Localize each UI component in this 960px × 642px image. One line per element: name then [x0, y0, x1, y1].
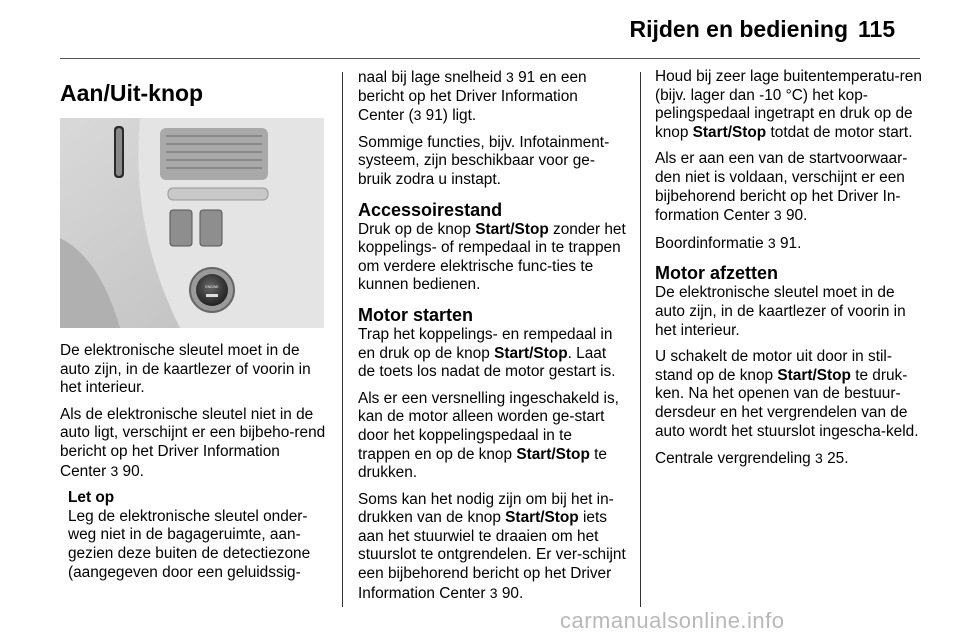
heading-motor-starten: Motor starten: [358, 304, 474, 325]
paragraph: naal bij lage snelheid 3 91 en een bericht op het Driver Information Center (3 91) ligt.: [358, 69, 587, 125]
column-1: [60, 68, 328, 582]
paragraph: Centrale vergrendeling 3 25.: [655, 450, 849, 468]
column-divider-2: [640, 72, 641, 607]
page-ref-icon: 3: [110, 462, 119, 479]
paragraph: De elektronische sleutel moet in de auto zijn, in de kaartlezer of voorin in het interieur.: [60, 342, 311, 397]
page-ref-icon: 3: [489, 584, 498, 601]
paragraph: De elektronische sleutel moet in de auto zijn, in de kaartlezer of voorin in het interieur.: [655, 284, 906, 339]
page-ref-icon: 3: [773, 207, 782, 224]
paragraph: Houd bij zeer lage buitentemperatu-ren (bijv. lager dan -10 °C) het kop-pelingspedaal ingetrapt en druk op de knop Start/Stop totdat de motor start.: [655, 68, 922, 141]
heading-motor-afzetten: Motor afzetten: [655, 263, 778, 284]
section-title-aan-uit: Aan/Uit-knop: [60, 80, 204, 106]
paragraph: Druk op de knop Start/Stop zonder het koppelings- of rempedaal in te trappen om verdere elektrische func-ties te kunnen bedienen.: [358, 220, 626, 294]
page-ref-icon: 3: [767, 234, 776, 251]
note-title: Let op: [68, 489, 115, 507]
page-number: 115: [858, 16, 896, 42]
column-2: [358, 68, 626, 611]
paragraph: Als de elektronische sleutel niet in de auto ligt, verschijnt er een bijbeho-rend bericht op het Driver Information Center 3 90.: [60, 405, 326, 480]
start-stop-button-photo: [60, 118, 324, 328]
paragraph: Trap het koppelings- en rempedaal in en druk op de knop Start/Stop. Laat de toets los nadat de motor gestart is.: [358, 325, 616, 381]
header-rule: [60, 58, 920, 59]
paragraph: Als er een versnelling ingeschakeld is, kan de motor alleen worden ge-start door het koppelingspedaal in te trappen en op de knop Start/Stop te drukken.: [358, 389, 619, 482]
note-box: [60, 489, 328, 582]
page-ref-icon: 3: [506, 69, 514, 85]
note-text: Leg de elektronische sleutel onder-weg niet in de bagageruimte, aan-gezien deze buiten de detectiezone (aangegeven door een geluidssig-: [68, 507, 311, 581]
page-ref-icon: 3: [815, 450, 823, 467]
paragraph: Boordinformatie 3 91.: [655, 234, 802, 252]
column-3: [655, 68, 923, 477]
svg-text:ENGINE: ENGINE: [205, 285, 219, 289]
page-ref-icon: 3: [413, 107, 422, 124]
paragraph: U schakelt de motor uit door in stil-stand op de knop Start/Stop te druk-ken. Na het openen van de bestuur-dersdeur en het vergrendelen van de auto wordt het stuurslot ingescha-keld.: [655, 348, 919, 440]
watermark-text: carmanualsonline.info: [560, 608, 785, 633]
paragraph: Als er aan een van de startvoorwaar-den niet is voldaan, verschijnt er een bijbehorend bericht op het Driver In-formation Center 3 90.: [655, 150, 908, 225]
paragraph: Soms kan het nodig zijn om bij het in-drukken van de knop Start/Stop iets aan het stuurwiel te draaien om het stuurslot te ontgrendelen. Er ver-schijnt een bijbehorend bericht op het Driver Information Center 3 90.: [358, 490, 626, 602]
column-divider-1: [342, 72, 343, 607]
page-header-title: Rijden en bediening: [629, 16, 848, 42]
paragraph: Sommige functies, bijv. Infotainment-systeem, zijn beschikbaar voor ge-bruik zodra u instapt.: [358, 133, 610, 188]
heading-accessoirestand: Accessoirestand: [358, 199, 503, 220]
